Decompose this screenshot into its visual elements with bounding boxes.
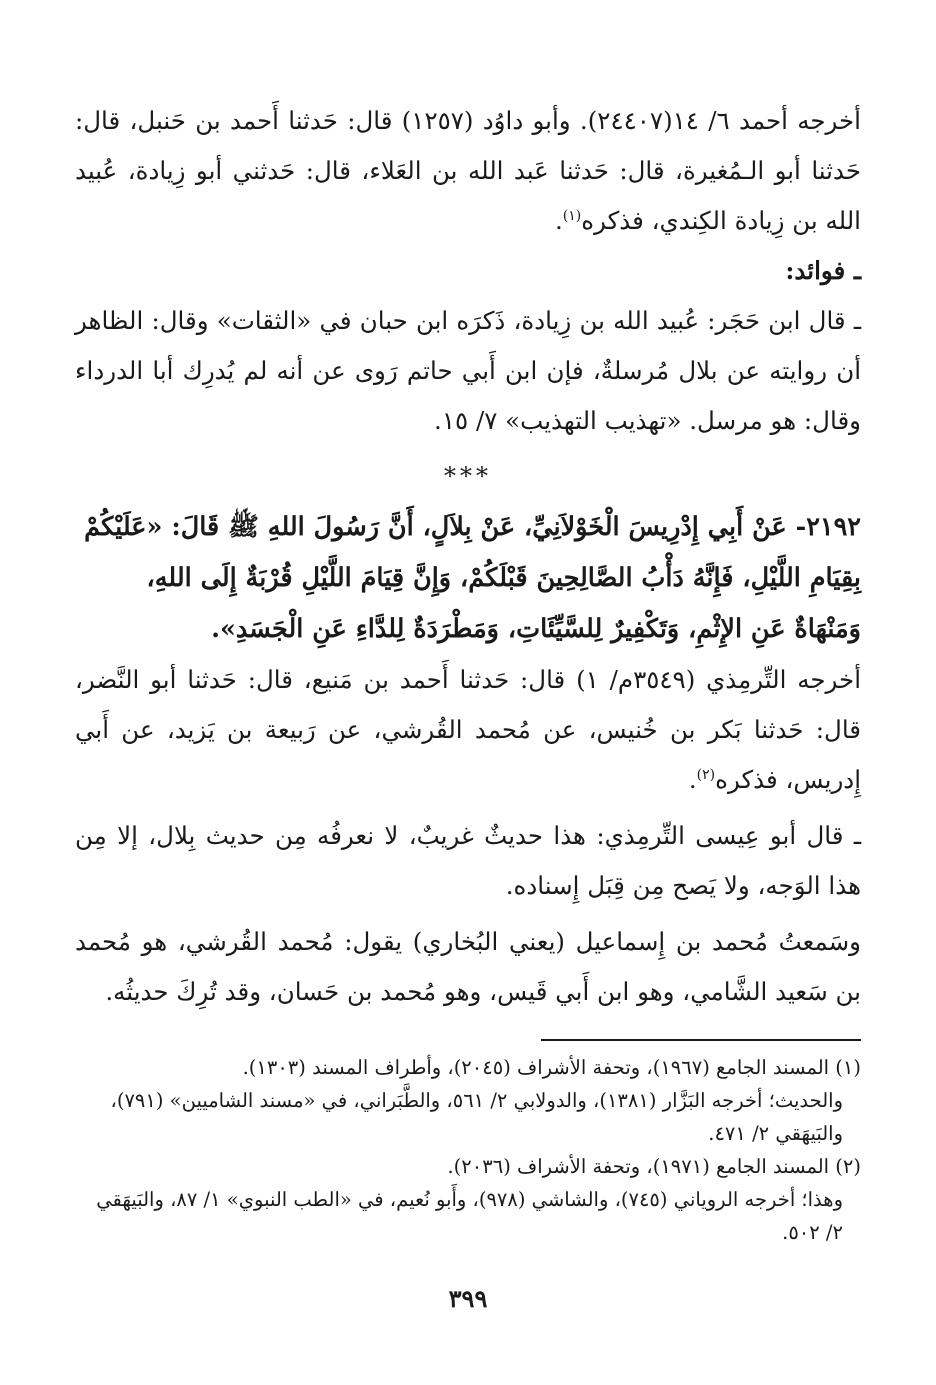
footnote-ref-1: (١)	[562, 207, 582, 224]
footnote-2: (٢) المسند الجامع (١٩٧١)، وتحفة الأشراف (٢٠٣٦).	[447, 1155, 861, 1178]
takhrij-text-2: أخرجه التِّرمِذي (٣٥٤٩م/ ١) قال: حَدثنا أَحمد بن مَنيع، قال: حَدثنا أبو النَّضر، قال: حَدثنا بَكر بن خُنيس، عن مُحمد القُرشي، عن رَبيعة بن يَزيد، عن أَبي إِدريس، فذكره	[75, 665, 862, 794]
takhrij-paragraph-2	[75, 655, 861, 805]
hadith-text	[75, 502, 861, 655]
footnote-2-continuation: وهذا؛ أخرجه الروياني (٧٤٥)، والشاشي (٩٧٨)، وأَبو نُعيم، في «الطب النبوي» ١/ ٨٧، والبَيهَقي ٢/ ٥٠٢.	[96, 1188, 843, 1244]
sentence-end: .	[555, 206, 563, 235]
tirmidhi-comment: ـ قال أبو عِيسى التِّرمِذي: هذا حديثٌ غريبٌ، لا نعرفُه مِن حديث بِلال، إلا مِن هذا الوَجه، ولا يَصح مِن قِبَل إِسناده.	[75, 821, 861, 900]
sentence-end-2: .	[688, 765, 697, 794]
footnote-divider	[541, 1039, 861, 1041]
takhrij-text: أخرجه أحمد ٦/ ١٤(٢٤٤٠٧). وأبو داوُد (١٢٥٧) قال: حَدثنا أَحمد بن حَنبل، قال: حَدثنا أبو الـمُغيرة، قال: حَدثنا عَبد الله بن العَلاء، قال: حَدثني أبو زِيادة، عُبيد الله بن زِيادة الكِندي، فذكره	[75, 106, 861, 235]
footnote-1: (١) المسند الجامع (١٩٦٧)، وتحفة الأشراف (٢٠٤٥)، وأطراف المسند (١٣٠٣).	[242, 1056, 861, 1079]
page-number: ٣٩٩	[448, 1284, 488, 1313]
hadith-body: عَنْ أَبِي إِدْرِيسَ الْخَوْلاَنِيِّ، عَنْ بِلاَلٍ، أَنَّ رَسُولَ اللهِ ﷺ قَالَ: «عَلَيْكُمْ بِقِيَامِ اللَّيْلِ، فَإِنَّهُ دَأْبُ الصَّالِحِينَ قَبْلَكُمْ، وَإِنَّ قِيَامَ اللَّيْلِ قُرْبَةٌ إِلَى اللهِ، وَمَنْهَاةٌ عَنِ الإِثْمِ، وَتَكْفِيرٌ لِلسَّيِّئَاتِ، وَمَطْرَدَةٌ لِلدَّاءِ عَنِ الْجَسَدِ».	[84, 512, 861, 644]
takhrij-paragraph-1	[75, 96, 861, 246]
ibn-hajar-paragraph: ـ قال ابن حَجَر: عُبيد الله بن زِيادة، ذَكرَه ابن حبان في «الثقات» وقال: الظاهر أن روايته عن بلال مُرسلةٌ، فإن ابن أَبي حاتم رَوى عن أنه لم يُدرِك أبا الدرداء وقال: هو مرسل. «تهذيب التهذيب» ٧/ ١٥.	[75, 306, 861, 435]
footnote-ref-2: (٢)	[696, 766, 716, 783]
bukhari-comment: وسَمعتُ مُحمد بن إِسماعيل (يعني البُخاري) يقول: مُحمد القُرشي، هو مُحمد بن سَعيد الشَّامي، وهو ابن أَبي قَيس، وهو مُحمد بن حَسان، وقد تُرِكَ حديثُه.	[75, 927, 861, 1006]
hadith-number: ٢١٩٢-	[795, 512, 861, 542]
footnote-1-continuation: والحديث؛ أخرجه البَزَّار (١٣٨١)، والدولابي ٢/ ٥٦١، والطَّبَراني، في «مسند الشاميين» (٧٩١)، والبَيهَقي ٢/ ٤٧١.	[110, 1089, 843, 1145]
section-separator: ***	[444, 462, 492, 490]
fawaid-heading: ـ فوائد:	[785, 256, 861, 285]
